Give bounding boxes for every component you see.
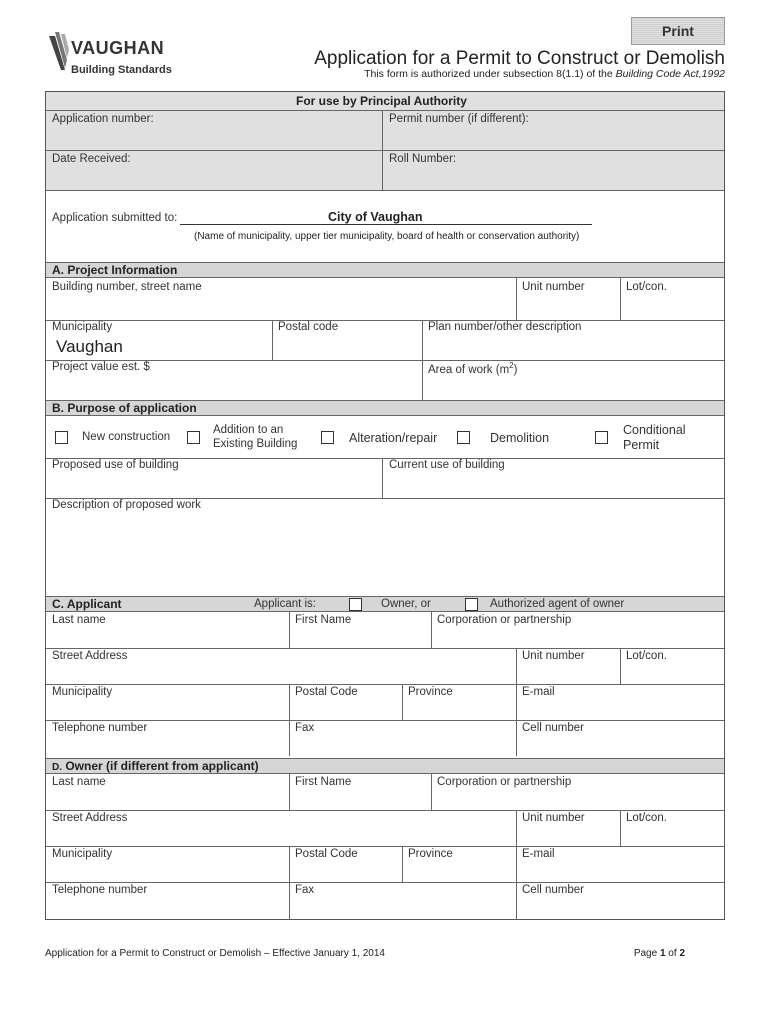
section-d-text: Owner (if different from applicant) bbox=[62, 759, 259, 773]
page-number: 1 bbox=[659, 948, 666, 959]
a-lot-con-label: Lot/con. bbox=[626, 281, 667, 293]
project-value-label: Project value est. $ bbox=[52, 361, 150, 373]
d-first-name-label: First Name bbox=[295, 776, 352, 788]
area-sup: 2 bbox=[509, 361, 514, 370]
a-municipality-value[interactable]: Vaughan bbox=[56, 337, 123, 356]
application-number-label: Application number: bbox=[52, 113, 154, 125]
subtitle-text: This form is authorized under subsection 8(1.1) of the bbox=[364, 68, 616, 80]
applicant-is-label: Applicant is: bbox=[254, 598, 317, 610]
date-received-label: Date Received: bbox=[52, 153, 131, 165]
c-postal-code-label: Postal Code bbox=[295, 686, 358, 698]
current-use-label: Current use of building bbox=[389, 459, 505, 471]
print-button[interactable]: Print bbox=[631, 17, 725, 45]
c-street-address-label: Street Address bbox=[52, 650, 128, 662]
section-d-header bbox=[46, 758, 724, 774]
d-cell-label: Cell number bbox=[522, 884, 584, 896]
subtitle-act: Building Code Act,1992 bbox=[615, 68, 725, 80]
logo-subtitle: Building Standards bbox=[71, 64, 172, 76]
footer-text: Application for a Permit to Construct or Demolish – Effective January 1, 2014 bbox=[45, 948, 385, 959]
c-province-label: Province bbox=[408, 686, 453, 698]
conditional-label-1: Conditional bbox=[623, 423, 686, 437]
c-municipality-label: Municipality bbox=[52, 686, 113, 698]
area-of-work-label bbox=[428, 361, 517, 376]
conditional-permit-checkbox[interactable] bbox=[595, 431, 608, 444]
permit-number-label: Permit number (if different): bbox=[389, 113, 529, 125]
agent-label: Authorized agent of owner bbox=[490, 598, 625, 610]
d-telephone-label: Telephone number bbox=[52, 884, 148, 896]
d-municipality-label: Municipality bbox=[52, 848, 113, 860]
page-subtitle bbox=[364, 68, 725, 80]
demolition-label: Demolition bbox=[490, 431, 550, 445]
submitted-to-note: (Name of municipality, upper tier municipality, board of health or conservation authority) bbox=[194, 231, 580, 242]
a-postal-code-label: Postal code bbox=[278, 321, 339, 333]
new-construction-label: New construction bbox=[82, 431, 171, 443]
d-postal-code-label: Postal Code bbox=[295, 848, 358, 860]
d-unit-number-label: Unit number bbox=[522, 812, 585, 824]
section-c-title: C. Applicant bbox=[52, 597, 122, 611]
d-fax-label: Fax bbox=[295, 884, 315, 896]
conditional-label-2: Permit bbox=[623, 438, 660, 452]
page-of: of bbox=[665, 948, 680, 959]
owner-or-label: Owner, or bbox=[381, 598, 431, 610]
page-total: 2 bbox=[679, 948, 685, 959]
c-telephone-label: Telephone number bbox=[52, 722, 148, 734]
section-a-title: A. Project Information bbox=[52, 263, 178, 277]
c-fax-label: Fax bbox=[295, 722, 315, 734]
page-prefix: Page bbox=[633, 948, 660, 959]
c-lot-con-label: Lot/con. bbox=[626, 650, 667, 662]
section-b-title: B. Purpose of application bbox=[52, 401, 197, 415]
section-a-header bbox=[46, 262, 724, 278]
permit-form bbox=[45, 91, 725, 920]
c-corporation-label: Corporation or partnership bbox=[437, 614, 572, 626]
a-municipality-label: Municipality bbox=[52, 321, 113, 333]
proposed-use-label: Proposed use of building bbox=[52, 459, 179, 471]
c-first-name-label: First Name bbox=[295, 614, 352, 626]
c-email-label: E-mail bbox=[522, 686, 555, 698]
page-indicator bbox=[634, 948, 685, 959]
c-cell-label: Cell number bbox=[522, 722, 584, 734]
addition-label-2: Existing Building bbox=[213, 438, 298, 450]
owner-checkbox[interactable] bbox=[349, 598, 362, 611]
description-label: Description of proposed work bbox=[52, 499, 201, 511]
building-number-label: Building number, street name bbox=[52, 281, 202, 293]
d-email-label: E-mail bbox=[522, 848, 555, 860]
area-close: ) bbox=[513, 363, 518, 376]
submitted-to-label: Application submitted to: bbox=[52, 212, 178, 224]
area-text: Area of work (m bbox=[428, 363, 510, 376]
d-province-label: Province bbox=[408, 848, 453, 860]
new-construction-checkbox[interactable] bbox=[55, 431, 68, 444]
section-c-header bbox=[46, 596, 724, 612]
d-lot-con-label: Lot/con. bbox=[626, 812, 667, 824]
alteration-checkbox[interactable] bbox=[321, 431, 334, 444]
vaughan-logo-icon bbox=[47, 30, 69, 74]
demolition-checkbox[interactable] bbox=[457, 431, 470, 444]
section-b-header bbox=[46, 400, 724, 416]
section-d-title bbox=[52, 759, 259, 773]
d-last-name-label: Last name bbox=[52, 776, 106, 788]
a-unit-number-label: Unit number bbox=[522, 281, 585, 293]
agent-checkbox[interactable] bbox=[465, 598, 478, 611]
c-last-name-label: Last name bbox=[52, 614, 106, 626]
addition-checkbox[interactable] bbox=[187, 431, 200, 444]
alteration-label: Alteration/repair bbox=[349, 431, 438, 445]
addition-label-1: Addition to an bbox=[213, 424, 284, 436]
c-unit-number-label: Unit number bbox=[522, 650, 585, 662]
plan-number-label: Plan number/other description bbox=[428, 321, 582, 333]
roll-number-label: Roll Number: bbox=[389, 153, 457, 165]
logo-wordmark: VAUGHAN bbox=[71, 38, 165, 58]
page-title: Application for a Permit to Construct or Demolish bbox=[314, 48, 725, 69]
section-d-letter: D. bbox=[52, 762, 62, 773]
d-street-address-label: Street Address bbox=[52, 812, 128, 824]
submitted-to-value[interactable]: City of Vaughan bbox=[328, 210, 423, 224]
d-corporation-label: Corporation or partnership bbox=[437, 776, 572, 788]
authority-heading: For use by Principal Authority bbox=[296, 94, 467, 108]
